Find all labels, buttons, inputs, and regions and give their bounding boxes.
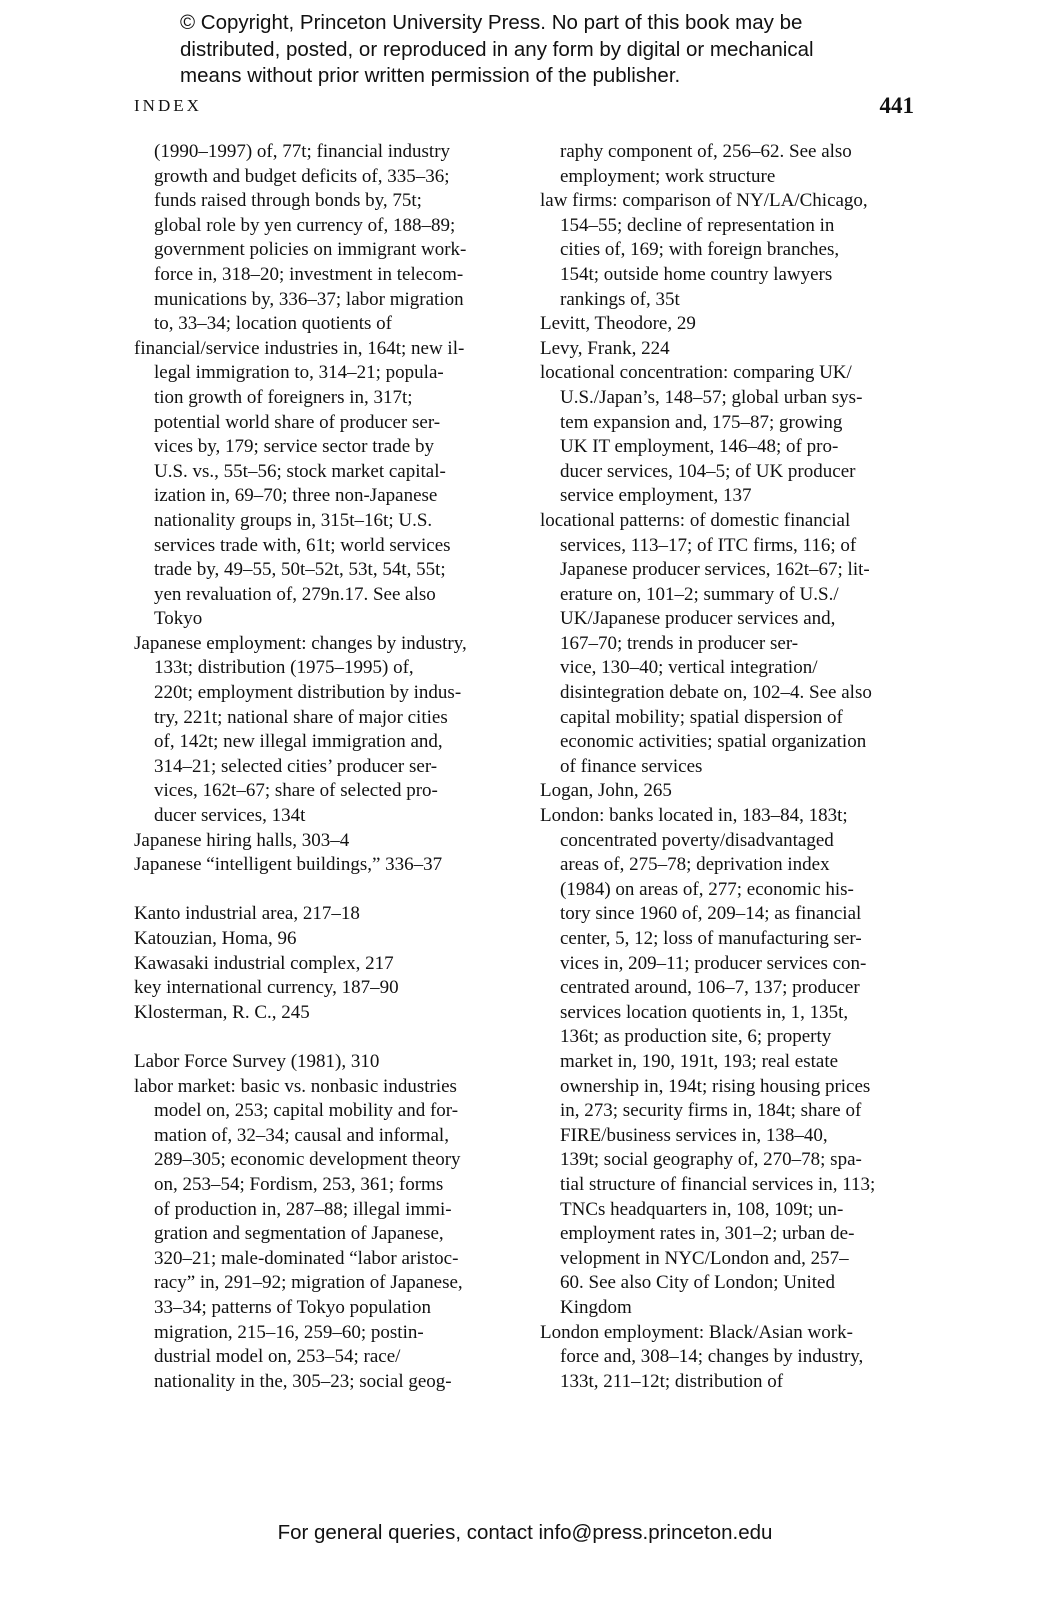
index-entry-continuation: legal immigration to, 314–21; popula- xyxy=(154,362,444,384)
index-entry-continuation: UK/Japanese producer services and, xyxy=(560,608,836,630)
index-entry-continuation: 154t; outside home country lawyers xyxy=(560,263,833,285)
index-entry-line: Japanese employment: changes by industry, xyxy=(134,632,467,654)
index-entry-continuation: dustrial model on, 253–54; race/ xyxy=(154,1346,401,1368)
index-entry-continuation: nationality groups in, 315t–16t; U.S. xyxy=(154,509,433,531)
index-entry-continuation: 320–21; male-dominated “labor aristoc- xyxy=(154,1247,459,1269)
index-entry-continuation: erature on, 101–2; summary of U.S./ xyxy=(560,583,839,605)
copyright-line: distributed, posted, or reproduced in any form by digital or mechanical xyxy=(180,37,814,61)
index-entry-continuation: 220t; employment distribution by indus- xyxy=(154,682,462,704)
index-entry-continuation: U.S. vs., 55t–56; stock market capital- xyxy=(154,460,446,482)
index-entry-continuation: ization in, 69–70; three non-Japanese xyxy=(154,485,438,507)
index-entry-continuation: disintegration debate on, 102–4. See also xyxy=(560,682,872,704)
index-column-right xyxy=(540,140,920,1394)
index-entry-continuation: on, 253–54; Fordism, 253, 361; forms xyxy=(154,1173,444,1195)
index-entry-line: London: banks located in, 183–84, 183t; xyxy=(540,805,848,827)
index-entry-continuation: trade by, 49–55, 50t–52t, 53t, 54t, 55t; xyxy=(154,559,446,581)
index-entry-line: financial/service industries in, 164t; new il- xyxy=(134,337,465,359)
footer-contact: For general queries, contact info@press.princeton.edu xyxy=(277,1521,773,1544)
index-entry-line: Japanese hiring halls, 303–4 xyxy=(134,829,350,851)
index-entry-continuation: vices by, 179; service sector trade by xyxy=(154,436,434,458)
index-column-left xyxy=(134,140,524,1394)
index-entry-continuation: tory since 1960 of, 209–14; as financial xyxy=(560,903,862,925)
index-entry-line: Japanese “intelligent buildings,” 336–37 xyxy=(134,854,443,876)
index-entry-continuation: force and, 308–14; changes by industry, xyxy=(560,1346,864,1368)
index-entry-continuation: mation of, 32–34; causal and informal, xyxy=(154,1124,449,1146)
index-entry-continuation: 167–70; trends in producer ser- xyxy=(560,632,799,654)
index-entry-continuation: areas of, 275–78; deprivation index xyxy=(560,854,830,876)
index-entry-continuation: ducer services, 104–5; of UK producer xyxy=(560,460,856,482)
index-entry-continuation: capital mobility; spatial dispersion of xyxy=(560,706,843,728)
index-entry-continuation: Tokyo xyxy=(154,608,203,630)
index-entry-continuation: in, 273; security firms in, 184t; share of xyxy=(560,1100,862,1122)
index-entry-continuation: 133t, 211–12t; distribution of xyxy=(560,1370,784,1392)
index-entry-continuation: 60. See also City of London; United xyxy=(560,1272,835,1294)
index-entry-continuation: cities of, 169; with foreign branches, xyxy=(560,239,840,261)
index-entry-continuation: force in, 318–20; investment in telecom- xyxy=(154,263,464,285)
index-entry-line: locational patterns: of domestic financial xyxy=(540,509,851,531)
index-entry-line: labor market: basic vs. nonbasic industries xyxy=(134,1075,457,1097)
index-entry-continuation: ducer services, 134t xyxy=(154,805,306,827)
index-entry-continuation: services trade with, 61t; world services xyxy=(154,534,451,556)
index-entry-line: Kawasaki industrial complex, 217 xyxy=(134,952,394,974)
index-entry-continuation: try, 221t; national share of major cities xyxy=(154,706,448,728)
index-entry-continuation: 136t; as production site, 6; property xyxy=(560,1026,832,1048)
index-entry-continuation: gration and segmentation of Japanese, xyxy=(154,1223,444,1245)
copyright-line: © Copyright, Princeton University Press. No part of this book may be xyxy=(180,11,803,34)
index-entry-continuation: tion growth of foreigners in, 317t; xyxy=(154,386,413,408)
index-entry-continuation: services, 113–17; of ITC firms, 116; of xyxy=(560,534,857,556)
index-entry-continuation: 154–55; decline of representation in xyxy=(560,214,835,236)
index-entry-continuation: UK IT employment, 146–48; of pro- xyxy=(560,436,839,458)
index-entry-continuation: government policies on immigrant work- xyxy=(154,239,467,261)
index-entry-continuation: munications by, 336–37; labor migration xyxy=(154,288,464,310)
index-entry-continuation: market in, 190, 191t, 193; real estate xyxy=(560,1050,839,1072)
index-entry-continuation: vice, 130–40; vertical integration/ xyxy=(560,657,818,679)
section-gap xyxy=(134,878,524,903)
index-entry-continuation: concentrated poverty/disadvantaged xyxy=(560,829,834,851)
index-entry-continuation: vices in, 209–11; producer services con- xyxy=(560,952,867,974)
index-entry-line: Levy, Frank, 224 xyxy=(540,337,670,359)
index-entry-line: Klosterman, R. C., 245 xyxy=(134,1001,310,1023)
index-entry-line: locational concentration: comparing UK/ xyxy=(540,362,852,384)
index-entry-continuation: racy” in, 291–92; migration of Japanese, xyxy=(154,1272,463,1294)
index-entry-line: Levitt, Theodore, 29 xyxy=(540,313,696,335)
index-entry-continuation: velopment in NYC/London and, 257– xyxy=(560,1247,849,1269)
running-head: INDEX xyxy=(134,96,202,115)
index-entry-continuation: center, 5, 12; loss of manufacturing ser- xyxy=(560,928,862,949)
index-entry-continuation: vices, 162t–67; share of selected pro- xyxy=(154,780,438,802)
index-entry-continuation: of, 142t; new illegal immigration and, xyxy=(154,731,443,753)
index-entry-line: Katouzian, Homa, 96 xyxy=(134,928,297,949)
index-entry-continuation: U.S./Japan’s, 148–57; global urban sys- xyxy=(560,386,863,408)
index-entry-continuation: model on, 253; capital mobility and for- xyxy=(154,1100,459,1122)
index-entry-continuation: funds raised through bonds by, 75t; xyxy=(154,190,422,212)
index-entry-continuation: 33–34; patterns of Tokyo population xyxy=(154,1296,431,1318)
index-entry-continuation: employment rates in, 301–2; urban de- xyxy=(560,1223,855,1245)
index-entry-continuation: centrated around, 106–7, 137; producer xyxy=(560,977,860,999)
index-entry-continuation: Kingdom xyxy=(560,1296,632,1318)
index-entry-continuation: TNCs headquarters in, 108, 109t; un- xyxy=(560,1198,844,1220)
index-entry-line: key international currency, 187–90 xyxy=(134,977,399,999)
index-entry-continuation: of production in, 287–88; illegal immi- xyxy=(154,1198,452,1220)
index-entry-continuation: growth and budget deficits of, 335–36; xyxy=(154,165,450,187)
copyright-line: means without prior written permission of the publisher. xyxy=(180,64,681,87)
index-entry-continuation: raphy component of, 256–62. See also xyxy=(560,141,852,162)
section-gap xyxy=(134,1025,524,1050)
index-entry-continuation: tial structure of financial services in, 113; xyxy=(560,1173,876,1195)
index-entry-continuation: services location quotients in, 1, 135t, xyxy=(560,1001,849,1023)
index-entry-continuation: potential world share of producer ser- xyxy=(154,411,441,433)
index-entry-continuation: (1990–1997) of, 77t; financial industry xyxy=(154,141,451,162)
index-entry-continuation: 289–305; economic development theory xyxy=(154,1149,461,1171)
index-entry-continuation: to, 33–34; location quotients of xyxy=(154,313,393,335)
index-entry-line: Labor Force Survey (1981), 310 xyxy=(134,1050,380,1072)
index-entry-continuation: 314–21; selected cities’ producer ser- xyxy=(154,755,438,777)
page-number: 441 xyxy=(879,93,914,118)
index-entry-continuation: 139t; social geography of, 270–78; spa- xyxy=(560,1149,862,1171)
index-entry-line: London employment: Black/Asian work- xyxy=(540,1321,853,1343)
index-entry-continuation: service employment, 137 xyxy=(560,485,752,507)
index-entry-continuation: yen revaluation of, 279n.17. See also xyxy=(154,583,436,605)
index-entry-continuation: 133t; distribution (1975–1995) of, xyxy=(154,657,414,679)
index-entry-continuation: rankings of, 35t xyxy=(560,288,680,310)
index-entry-continuation: economic activities; spatial organization xyxy=(560,731,867,753)
copyright-notice xyxy=(180,10,1000,90)
index-entry-line: Kanto industrial area, 217–18 xyxy=(134,903,360,925)
index-entry-continuation: ownership in, 194t; rising housing prices xyxy=(560,1075,871,1097)
index-entry-continuation: migration, 215–16, 259–60; postin- xyxy=(154,1321,424,1343)
index-entry-continuation: Japanese producer services, 162t–67; lit- xyxy=(560,559,870,581)
index-entry-line: law firms: comparison of NY/LA/Chicago, xyxy=(540,190,868,212)
index-entry-continuation: tem expansion and, 175–87; growing xyxy=(560,411,843,433)
index-entry-continuation: (1984) on areas of, 277; economic his- xyxy=(560,878,854,900)
index-entry-continuation: of finance services xyxy=(560,755,703,777)
index-entry-continuation: global role by yen currency of, 188–89; xyxy=(154,214,456,236)
index-entry-line: Logan, John, 265 xyxy=(540,780,672,802)
index-entry-continuation: nationality in the, 305–23; social geog- xyxy=(154,1370,452,1392)
index-entry-continuation: FIRE/business services in, 138–40, xyxy=(560,1124,828,1146)
index-entry-continuation: employment; work structure xyxy=(560,165,776,187)
